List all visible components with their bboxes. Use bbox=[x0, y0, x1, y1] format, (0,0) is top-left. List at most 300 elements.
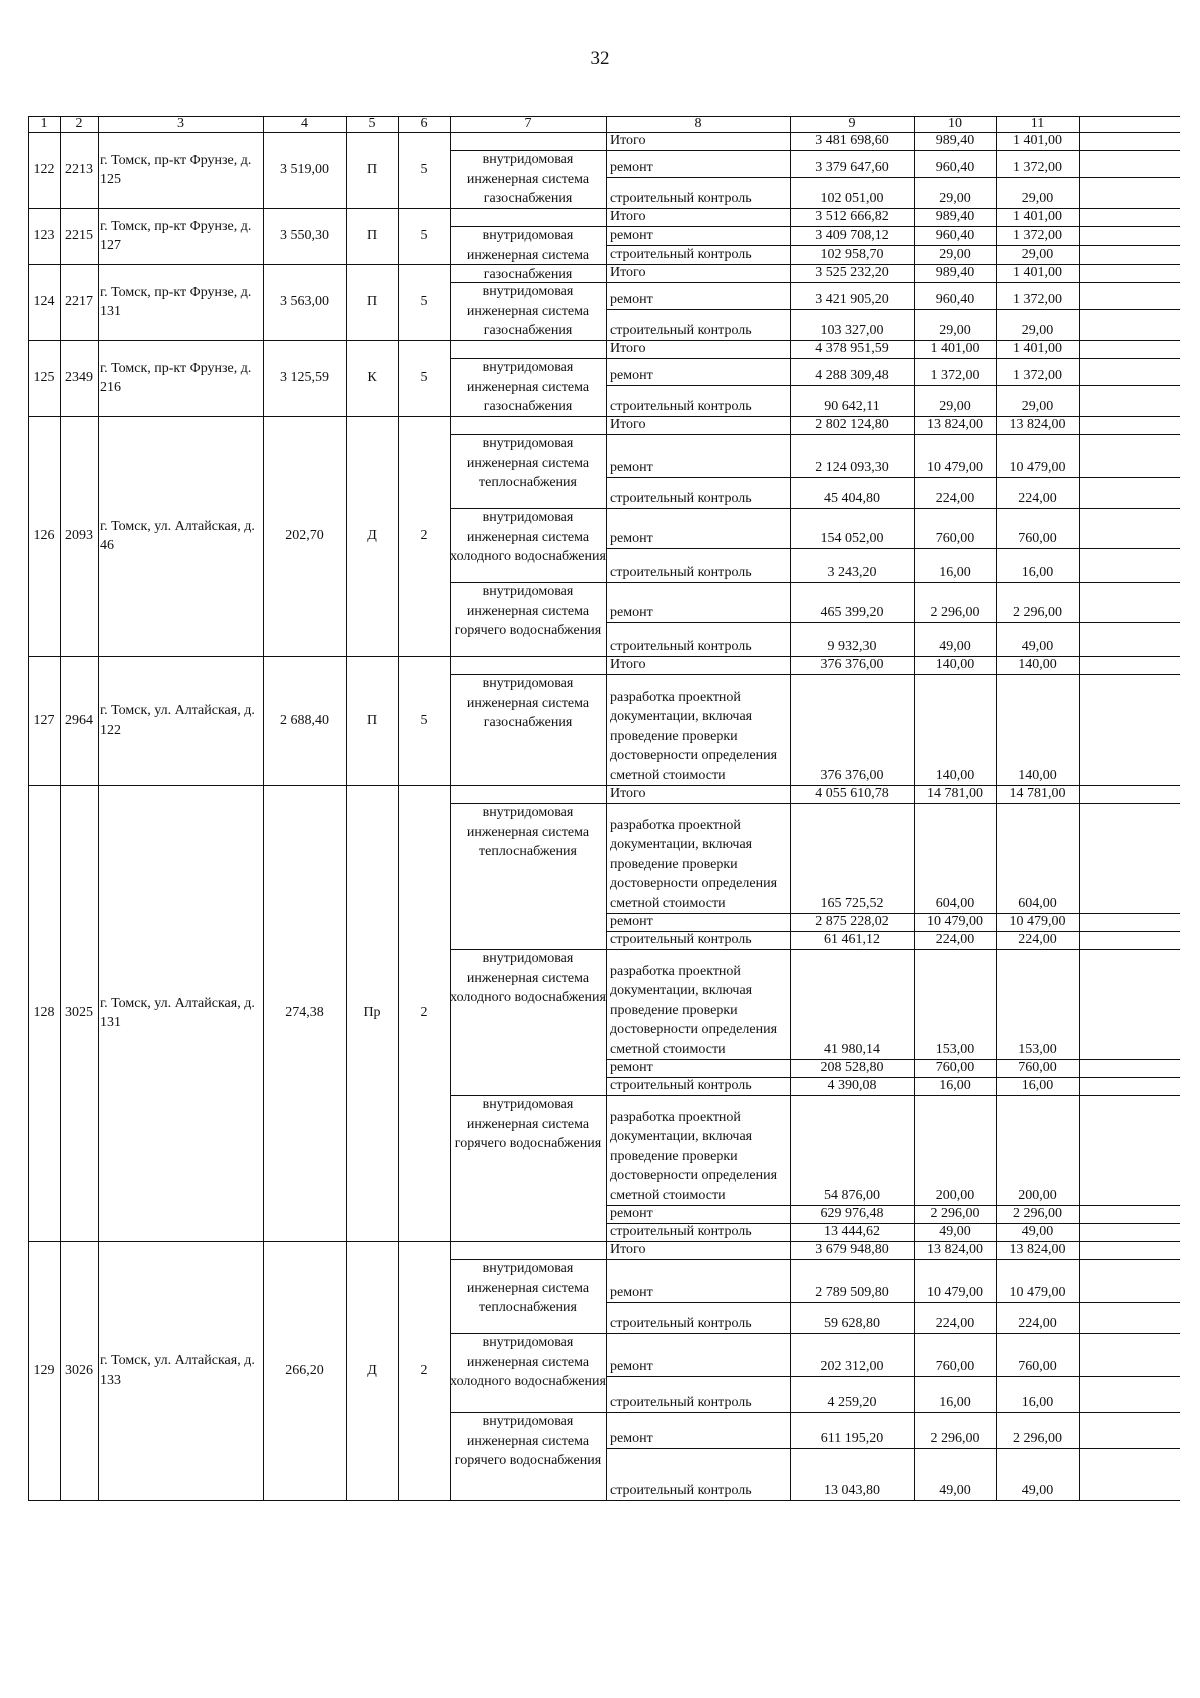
work-max-cost-per-sqm bbox=[996, 1259, 1079, 1302]
work-cost-per-sqm bbox=[914, 358, 996, 385]
work-cost-per-sqm-text: 2 296,00 bbox=[930, 1205, 980, 1221]
total-max-cost-per-sqm bbox=[996, 1241, 1079, 1259]
house-address-text: г. Томск, ул. Алтайская, д. 133 bbox=[100, 1353, 255, 1388]
house-code-text: 2964 bbox=[65, 712, 93, 728]
work-max-cost-per-sqm bbox=[996, 1059, 1079, 1077]
engineering-system-text: внутридомовая инженерная система газоснабжения bbox=[466, 152, 590, 206]
work-type-text: разработка проектной документации, включая проведение проверки достоверности определения сметной стоимости bbox=[610, 689, 778, 783]
work-cost bbox=[790, 358, 914, 385]
work-cost-text: 103 327,00 bbox=[820, 322, 884, 338]
work-cost-per-sqm bbox=[914, 803, 996, 913]
work-cost bbox=[790, 1077, 914, 1095]
engineering-system bbox=[450, 1333, 606, 1412]
work-cost-text: 4 259,20 bbox=[827, 1394, 877, 1410]
work-cost bbox=[790, 150, 914, 177]
work-cost-per-sqm-text: 16,00 bbox=[939, 1394, 971, 1410]
work-cost-per-sqm-text: 29,00 bbox=[939, 398, 971, 414]
work-cost bbox=[790, 434, 914, 477]
work-max-cost-per-sqm-text: 29,00 bbox=[1021, 398, 1054, 414]
wall-material bbox=[346, 264, 398, 340]
work-max-cost-per-sqm-text: 760,00 bbox=[1018, 1059, 1057, 1075]
work-cost-per-sqm-text: 29,00 bbox=[939, 190, 971, 206]
work-max-cost-per-sqm-text: 200,00 bbox=[1018, 1187, 1057, 1203]
row-number-text: 123 bbox=[33, 228, 55, 244]
house-area-text: 3 519,00 bbox=[280, 162, 329, 178]
work-cost bbox=[790, 245, 914, 264]
engineering-system bbox=[450, 1259, 606, 1333]
work-max-cost-per-sqm bbox=[996, 1077, 1079, 1095]
work-type bbox=[606, 226, 790, 245]
work-max-cost-per-sqm bbox=[996, 1223, 1079, 1241]
work-cost-per-sqm-text: 140,00 bbox=[935, 767, 975, 783]
work-type-text: строительный контроль bbox=[610, 190, 752, 206]
house-area-text: 3 550,30 bbox=[280, 228, 329, 244]
wall-material-text: Д bbox=[367, 528, 377, 544]
work-type bbox=[606, 508, 790, 548]
total-cost-per-sqm bbox=[914, 1241, 996, 1259]
work-max-cost-per-sqm bbox=[996, 1412, 1079, 1448]
work-max-cost-per-sqm bbox=[996, 1376, 1079, 1412]
column-header-11 bbox=[996, 114, 1079, 132]
work-max-cost-per-sqm bbox=[996, 1302, 1079, 1333]
work-max-cost-per-sqm bbox=[996, 309, 1079, 340]
work-max-cost-per-sqm bbox=[996, 226, 1079, 245]
column-header-6-text: 6 bbox=[420, 116, 428, 131]
work-cost-per-sqm-text: 29,00 bbox=[939, 322, 971, 338]
total-max-cost-per-sqm bbox=[996, 132, 1079, 150]
total-max-cost-per-sqm bbox=[996, 208, 1079, 226]
work-cost bbox=[790, 548, 914, 582]
work-cost-per-sqm bbox=[914, 913, 996, 931]
engineering-system bbox=[450, 582, 606, 656]
engineering-system-text: внутридомовая инженерная система газоснабжения bbox=[466, 360, 590, 414]
total-cost bbox=[790, 132, 914, 150]
column-header-4-text: 4 bbox=[301, 116, 308, 131]
total-label bbox=[606, 416, 790, 434]
work-max-cost-per-sqm bbox=[996, 582, 1079, 622]
work-cost-per-sqm-text: 10 479,00 bbox=[927, 459, 983, 475]
column-header-10-text: 10 bbox=[948, 116, 962, 131]
work-type bbox=[606, 1077, 790, 1095]
work-type bbox=[606, 913, 790, 931]
work-cost bbox=[790, 622, 914, 656]
work-max-cost-per-sqm-text: 604,00 bbox=[1018, 895, 1057, 911]
house-code-text: 2215 bbox=[65, 228, 93, 244]
house-area bbox=[263, 416, 346, 656]
total-label bbox=[606, 656, 790, 674]
floor-count-text: 5 bbox=[420, 712, 428, 728]
work-type-text: строительный контроль bbox=[610, 398, 752, 414]
engineering-system-text: внутридомовая инженерная система горячего водоснабжения bbox=[454, 1414, 602, 1468]
work-type-text: разработка проектной документации, включая проведение проверки достоверности определения сметной стоимости bbox=[610, 963, 778, 1057]
work-cost-per-sqm bbox=[914, 931, 996, 949]
work-cost-per-sqm bbox=[914, 1077, 996, 1095]
total-label bbox=[606, 1241, 790, 1259]
row-number bbox=[28, 340, 60, 416]
repair-plan-table bbox=[28, 116, 1180, 1607]
work-type bbox=[606, 548, 790, 582]
engineering-system bbox=[450, 282, 606, 340]
work-max-cost-per-sqm-text: 224,00 bbox=[1018, 931, 1057, 947]
total-cost-text: 2 802 124,80 bbox=[815, 416, 889, 432]
work-cost-per-sqm-text: 49,00 bbox=[939, 638, 971, 654]
work-max-cost-per-sqm-text: 29,00 bbox=[1021, 322, 1054, 338]
work-type-text: разработка проектной документации, включая проведение проверки достоверности определения сметной стоимости bbox=[610, 1109, 778, 1203]
work-cost-per-sqm bbox=[914, 1302, 996, 1333]
house-address-text: г. Томск, ул. Алтайская, д. 122 bbox=[100, 703, 255, 738]
work-type-text: строительный контроль bbox=[610, 931, 752, 947]
work-cost-per-sqm-text: 960,40 bbox=[935, 291, 975, 307]
engineering-system bbox=[450, 949, 606, 1095]
wall-material bbox=[346, 416, 398, 656]
column-header-6 bbox=[398, 114, 450, 132]
work-type bbox=[606, 1376, 790, 1412]
column-header-8-text: 8 bbox=[694, 116, 702, 131]
house-area bbox=[263, 785, 346, 1241]
work-max-cost-per-sqm-text: 140,00 bbox=[1018, 767, 1057, 783]
wall-material bbox=[346, 340, 398, 416]
work-cost-per-sqm-text: 10 479,00 bbox=[927, 913, 983, 929]
work-max-cost-per-sqm-text: 16,00 bbox=[1021, 564, 1054, 580]
work-cost-per-sqm bbox=[914, 1376, 996, 1412]
work-type bbox=[606, 582, 790, 622]
house-code-text: 2349 bbox=[65, 370, 93, 386]
house-code-text: 3026 bbox=[65, 1362, 93, 1378]
work-cost-text: 3 243,20 bbox=[827, 564, 877, 580]
row-number bbox=[28, 416, 60, 656]
total-label-text: Итого bbox=[610, 132, 646, 148]
work-cost-per-sqm bbox=[914, 177, 996, 208]
work-cost-per-sqm bbox=[914, 1259, 996, 1302]
work-cost-text: 61 461,12 bbox=[824, 931, 880, 947]
column-header-9-text: 9 bbox=[848, 116, 856, 131]
total-label bbox=[606, 785, 790, 803]
floor-count-text: 5 bbox=[420, 228, 428, 244]
house-area bbox=[263, 264, 346, 340]
total-cost-per-sqm-text: 140,00 bbox=[935, 656, 975, 672]
total-cost-per-sqm bbox=[914, 208, 996, 226]
work-max-cost-per-sqm bbox=[996, 1448, 1079, 1500]
work-max-cost-per-sqm bbox=[996, 949, 1079, 1059]
work-cost-per-sqm-text: 2 296,00 bbox=[930, 1430, 980, 1446]
work-cost-text: 2 124 093,30 bbox=[815, 459, 889, 475]
work-cost-text: 54 876,00 bbox=[824, 1187, 880, 1203]
total-label bbox=[606, 208, 790, 226]
floor-count bbox=[398, 132, 450, 208]
row-number bbox=[28, 656, 60, 785]
house-address-text: г. Томск, ул. Алтайская, д. 46 bbox=[100, 518, 255, 553]
work-max-cost-per-sqm-text: 1 372,00 bbox=[1013, 159, 1062, 175]
wall-material-text: П bbox=[366, 712, 378, 728]
work-type-text: ремонт bbox=[610, 604, 653, 620]
engineering-system bbox=[450, 226, 606, 282]
house-area-text: 2 688,40 bbox=[280, 712, 329, 728]
work-max-cost-per-sqm bbox=[996, 1095, 1079, 1205]
engineering-system-text: внутридомовая инженерная система холодного водоснабжения bbox=[450, 1335, 606, 1389]
work-type bbox=[606, 1412, 790, 1448]
work-cost-per-sqm bbox=[914, 949, 996, 1059]
work-max-cost-per-sqm-text: 49,00 bbox=[1021, 1223, 1054, 1239]
work-cost-per-sqm-text: 1 372,00 bbox=[930, 367, 980, 383]
work-type-text: строительный контроль bbox=[610, 1315, 752, 1331]
total-max-cost-per-sqm-text: 13 824,00 bbox=[1009, 416, 1066, 432]
total-cost-per-sqm bbox=[914, 656, 996, 674]
total-max-cost-per-sqm-text: 1 401,00 bbox=[1013, 132, 1062, 148]
work-cost-per-sqm bbox=[914, 226, 996, 245]
work-cost bbox=[790, 1259, 914, 1302]
work-max-cost-per-sqm-text: 2 296,00 bbox=[1013, 604, 1062, 620]
work-cost-per-sqm bbox=[914, 282, 996, 309]
total-label-text: Итого bbox=[610, 264, 646, 280]
work-cost-per-sqm bbox=[914, 1205, 996, 1223]
work-max-cost-per-sqm bbox=[996, 477, 1079, 508]
work-cost-text: 59 628,80 bbox=[824, 1315, 880, 1331]
engineering-system bbox=[450, 1412, 606, 1500]
work-cost bbox=[790, 1333, 914, 1376]
column-header-2-text: 2 bbox=[75, 116, 83, 131]
house-area bbox=[263, 340, 346, 416]
work-max-cost-per-sqm-text: 760,00 bbox=[1018, 1358, 1057, 1374]
work-cost-per-sqm bbox=[914, 1412, 996, 1448]
work-type-text: строительный контроль bbox=[610, 638, 752, 654]
work-max-cost-per-sqm bbox=[996, 177, 1079, 208]
work-type-text: ремонт bbox=[610, 1358, 653, 1374]
total-cost-text: 3 679 948,80 bbox=[815, 1241, 889, 1257]
work-cost-text: 4 390,08 bbox=[827, 1077, 877, 1093]
work-type-text: строительный контроль bbox=[610, 246, 752, 262]
work-cost-text: 165 725,52 bbox=[820, 895, 884, 911]
total-cost bbox=[790, 785, 914, 803]
work-type-text: строительный контроль bbox=[610, 322, 752, 338]
work-cost bbox=[790, 477, 914, 508]
engineering-system-text: внутридомовая инженерная система газоснабжения bbox=[466, 676, 590, 730]
floor-count bbox=[398, 416, 450, 656]
total-label bbox=[606, 132, 790, 150]
work-type-text: строительный контроль bbox=[610, 1077, 752, 1093]
work-type-text: ремонт bbox=[610, 913, 653, 929]
house-area-text: 3 563,00 bbox=[280, 294, 329, 310]
house-area-text: 266,20 bbox=[285, 1362, 324, 1378]
work-max-cost-per-sqm-text: 224,00 bbox=[1018, 490, 1057, 506]
row-number bbox=[28, 1241, 60, 1500]
wall-material-text: Пр bbox=[363, 1005, 381, 1021]
work-cost-text: 3 421 905,20 bbox=[815, 291, 889, 307]
total-cost-text: 3 481 698,60 bbox=[815, 132, 889, 148]
work-type-text: ремонт bbox=[610, 1059, 653, 1075]
floor-count-text: 2 bbox=[420, 528, 428, 544]
work-type bbox=[606, 949, 790, 1059]
house-code-text: 2213 bbox=[65, 162, 93, 178]
wall-material-text: П bbox=[366, 162, 378, 178]
column-header-10 bbox=[914, 114, 996, 132]
engineering-system bbox=[450, 150, 606, 208]
total-label-text: Итого bbox=[610, 340, 646, 356]
work-cost bbox=[790, 674, 914, 785]
work-cost bbox=[790, 1412, 914, 1448]
work-max-cost-per-sqm-text: 16,00 bbox=[1021, 1394, 1054, 1410]
work-cost-per-sqm bbox=[914, 1223, 996, 1241]
row-number-text: 126 bbox=[33, 528, 55, 544]
work-cost-per-sqm bbox=[914, 1059, 996, 1077]
work-cost bbox=[790, 508, 914, 548]
house-area bbox=[263, 1241, 346, 1500]
total-cost bbox=[790, 340, 914, 358]
total-max-cost-per-sqm bbox=[996, 656, 1079, 674]
total-max-cost-per-sqm bbox=[996, 340, 1079, 358]
work-type-text: ремонт bbox=[610, 530, 653, 546]
work-cost-per-sqm-text: 153,00 bbox=[935, 1041, 975, 1057]
work-cost-text: 2 875 228,02 bbox=[815, 913, 889, 929]
work-cost-per-sqm-text: 49,00 bbox=[939, 1223, 971, 1239]
engineering-system bbox=[450, 434, 606, 508]
work-cost-per-sqm bbox=[914, 622, 996, 656]
floor-count bbox=[398, 1241, 450, 1500]
house-code-text: 3025 bbox=[65, 1005, 93, 1021]
wall-material bbox=[346, 656, 398, 785]
wall-material-text: П bbox=[366, 228, 378, 244]
work-type-text: ремонт bbox=[610, 291, 653, 307]
work-max-cost-per-sqm bbox=[996, 548, 1079, 582]
column-header-8 bbox=[606, 114, 790, 132]
work-cost bbox=[790, 177, 914, 208]
total-max-cost-per-sqm-text: 1 401,00 bbox=[1013, 340, 1062, 356]
work-max-cost-per-sqm bbox=[996, 622, 1079, 656]
column-header-11-text: 11 bbox=[1030, 116, 1045, 131]
house-area bbox=[263, 656, 346, 785]
column-header-5-text: 5 bbox=[368, 116, 376, 131]
engineering-system-text: внутридомовая инженерная система газоснабжения bbox=[466, 284, 590, 338]
work-max-cost-per-sqm-text: 49,00 bbox=[1021, 1482, 1054, 1498]
floor-count-text: 5 bbox=[420, 294, 428, 310]
work-max-cost-per-sqm-text: 10 479,00 bbox=[1009, 1284, 1066, 1300]
engineering-system-text: внутридомовая инженерная система холодного водоснабжения bbox=[450, 951, 606, 1005]
work-cost-per-sqm bbox=[914, 508, 996, 548]
work-type-text: строительный контроль bbox=[610, 1394, 752, 1410]
work-cost-per-sqm-text: 760,00 bbox=[935, 530, 975, 546]
work-cost-text: 154 052,00 bbox=[820, 530, 884, 546]
work-cost bbox=[790, 1376, 914, 1412]
total-label-text: Итого bbox=[610, 1241, 646, 1257]
work-cost bbox=[790, 931, 914, 949]
house-address bbox=[98, 340, 263, 416]
total-cost-per-sqm-text: 989,40 bbox=[935, 208, 975, 224]
house-code bbox=[60, 208, 98, 264]
total-cost-text: 376 376,00 bbox=[820, 656, 884, 672]
total-max-cost-per-sqm-text: 1 401,00 bbox=[1013, 208, 1062, 224]
row-number bbox=[28, 785, 60, 1241]
work-cost-per-sqm-text: 29,00 bbox=[939, 246, 971, 262]
work-cost-per-sqm-text: 16,00 bbox=[939, 1077, 971, 1093]
house-area-text: 3 125,59 bbox=[280, 370, 329, 386]
work-max-cost-per-sqm-text: 49,00 bbox=[1021, 638, 1054, 654]
work-cost-text: 465 399,20 bbox=[820, 604, 884, 620]
total-cost-per-sqm-text: 989,40 bbox=[935, 132, 975, 148]
work-type-text: ремонт bbox=[610, 367, 653, 383]
work-cost-text: 102 958,70 bbox=[820, 246, 884, 262]
engineering-system bbox=[450, 674, 606, 785]
work-type-text: строительный контроль bbox=[610, 490, 752, 506]
page-number: 32 bbox=[590, 48, 610, 69]
total-cost bbox=[790, 264, 914, 282]
total-cost-per-sqm-text: 14 781,00 bbox=[927, 785, 983, 801]
work-cost-per-sqm bbox=[914, 434, 996, 477]
total-cost-per-sqm bbox=[914, 340, 996, 358]
engineering-system-text: внутридомовая инженерная система теплоснабжения bbox=[466, 805, 590, 859]
work-type bbox=[606, 150, 790, 177]
work-max-cost-per-sqm-text: 29,00 bbox=[1021, 246, 1054, 262]
work-max-cost-per-sqm bbox=[996, 674, 1079, 785]
work-cost bbox=[790, 1302, 914, 1333]
work-cost-per-sqm bbox=[914, 582, 996, 622]
work-cost-text: 9 932,30 bbox=[827, 638, 877, 654]
work-type bbox=[606, 477, 790, 508]
work-type-text: строительный контроль bbox=[610, 1482, 752, 1498]
work-type bbox=[606, 1095, 790, 1205]
work-cost-per-sqm-text: 16,00 bbox=[939, 564, 971, 580]
work-type bbox=[606, 434, 790, 477]
work-cost-per-sqm-text: 2 296,00 bbox=[930, 604, 980, 620]
house-code bbox=[60, 132, 98, 208]
work-cost bbox=[790, 1205, 914, 1223]
total-cost bbox=[790, 208, 914, 226]
house-code bbox=[60, 1241, 98, 1500]
work-type-text: ремонт bbox=[610, 459, 653, 475]
row-number-text: 125 bbox=[33, 370, 55, 386]
work-cost-per-sqm-text: 604,00 bbox=[935, 895, 975, 911]
total-label bbox=[606, 340, 790, 358]
total-max-cost-per-sqm-text: 140,00 bbox=[1018, 656, 1057, 672]
floor-count bbox=[398, 264, 450, 340]
work-cost-text: 3 379 647,60 bbox=[815, 159, 889, 175]
work-max-cost-per-sqm-text: 1 372,00 bbox=[1013, 227, 1062, 243]
total-cost-per-sqm-text: 989,40 bbox=[935, 264, 975, 280]
work-type bbox=[606, 177, 790, 208]
work-max-cost-per-sqm-text: 224,00 bbox=[1018, 1315, 1057, 1331]
work-cost-per-sqm bbox=[914, 674, 996, 785]
house-address-text: г. Томск, пр-кт Фрунзе, д. 216 bbox=[100, 360, 252, 395]
work-type-text: ремонт bbox=[610, 1205, 653, 1221]
house-area-text: 202,70 bbox=[285, 528, 324, 544]
house-address-text: г. Томск, пр-кт Фрунзе, д. 131 bbox=[100, 284, 252, 319]
work-cost-per-sqm bbox=[914, 1333, 996, 1376]
work-max-cost-per-sqm-text: 10 479,00 bbox=[1009, 913, 1066, 929]
work-cost bbox=[790, 226, 914, 245]
work-cost bbox=[790, 582, 914, 622]
work-cost-text: 629 976,48 bbox=[820, 1205, 884, 1221]
house-address-text: г. Томск, пр-кт Фрунзе, д. 127 bbox=[100, 218, 252, 253]
work-type bbox=[606, 385, 790, 416]
work-cost bbox=[790, 1448, 914, 1500]
work-cost-text: 4 288 309,48 bbox=[815, 367, 889, 383]
work-max-cost-per-sqm bbox=[996, 1205, 1079, 1223]
work-type bbox=[606, 282, 790, 309]
floor-count bbox=[398, 785, 450, 1241]
total-cost-text: 3 525 232,20 bbox=[815, 264, 889, 280]
engineering-system bbox=[450, 803, 606, 949]
work-cost-text: 41 980,14 bbox=[824, 1041, 880, 1057]
work-max-cost-per-sqm bbox=[996, 385, 1079, 416]
work-cost-text: 13 444,62 bbox=[824, 1223, 880, 1239]
work-cost bbox=[790, 1059, 914, 1077]
wall-material bbox=[346, 785, 398, 1241]
work-cost-per-sqm-text: 760,00 bbox=[935, 1059, 975, 1075]
house-address bbox=[98, 264, 263, 340]
floor-count-text: 5 bbox=[420, 370, 428, 386]
total-cost-per-sqm-text: 1 401,00 bbox=[930, 340, 980, 356]
total-cost-per-sqm bbox=[914, 416, 996, 434]
work-cost bbox=[790, 949, 914, 1059]
work-type bbox=[606, 1259, 790, 1302]
